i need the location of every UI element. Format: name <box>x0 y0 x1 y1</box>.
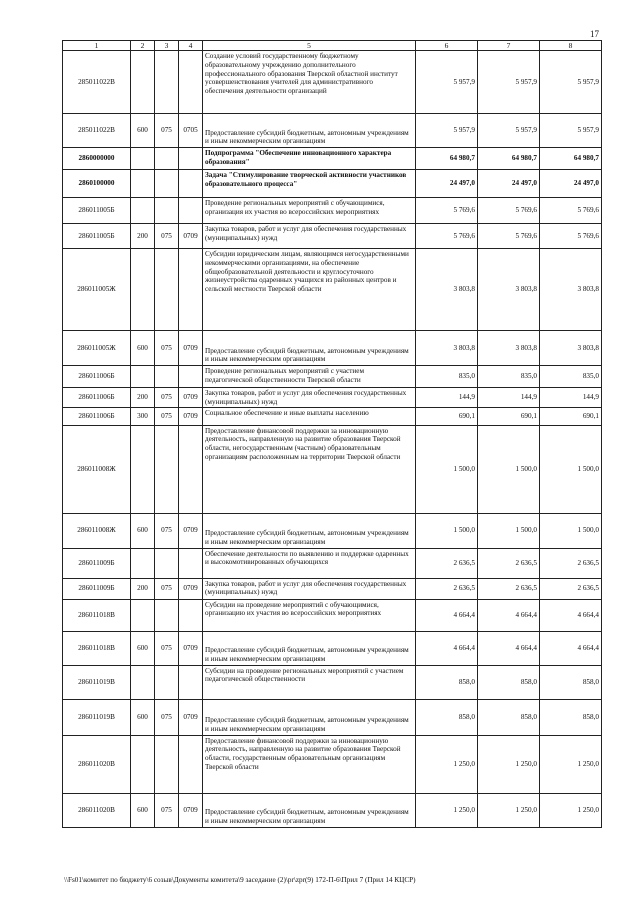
row-ved <box>155 599 179 631</box>
row-value-col8: 4 664,4 <box>540 631 602 665</box>
row-vid-rashodov <box>131 170 155 198</box>
budget-table <box>62 40 602 828</box>
row-value-col7: 2 636,5 <box>478 578 540 599</box>
row-vid-rashodov: 600 <box>131 114 155 148</box>
row-ved: 075 <box>155 114 179 148</box>
table-row <box>63 249 602 331</box>
row-razdel: 0709 <box>179 631 203 665</box>
row-ved: 075 <box>155 513 179 548</box>
row-description: Предоставление субсидий бюджетным, автономным учреждениям и иным некоммерческим организациям <box>203 793 416 827</box>
row-value-col6: 5 957,9 <box>416 51 478 114</box>
row-code: 286011009Б <box>63 578 131 599</box>
row-value-col6: 1 250,0 <box>416 735 478 793</box>
row-value-col7: 4 664,4 <box>478 599 540 631</box>
row-vid-rashodov <box>131 249 155 331</box>
row-code: 285011022В <box>63 114 131 148</box>
row-ved: 075 <box>155 699 179 735</box>
row-value-col8: 1 250,0 <box>540 735 602 793</box>
row-value-col8: 64 980,7 <box>540 148 602 170</box>
row-code: 286011006Б <box>63 388 131 408</box>
row-value-col7: 1 250,0 <box>478 735 540 793</box>
row-ved: 075 <box>155 793 179 827</box>
row-value-col7: 3 803,8 <box>478 249 540 331</box>
row-description: Задача "Стимулирование творческой активности участников образовательного процесса" <box>203 170 416 198</box>
row-code: 286011005Ж <box>63 331 131 366</box>
table-row <box>63 170 602 198</box>
table-row <box>63 198 602 224</box>
row-value-col6: 1 250,0 <box>416 793 478 827</box>
row-description: Закупка товаров, работ и услуг для обеспечения государственных (муниципальных) нужд <box>203 578 416 599</box>
row-value-col8: 858,0 <box>540 699 602 735</box>
row-description: Подпрограмма "Обеспечение инновационного характера образования" <box>203 148 416 170</box>
row-code: 286011020В <box>63 735 131 793</box>
row-razdel <box>179 599 203 631</box>
row-value-col7: 144,9 <box>478 388 540 408</box>
row-value-col7: 5 769,6 <box>478 224 540 249</box>
table-row <box>63 388 602 408</box>
row-value-col6: 690,1 <box>416 407 478 425</box>
row-value-col6: 2 636,5 <box>416 578 478 599</box>
row-razdel: 0709 <box>179 699 203 735</box>
row-ved <box>155 366 179 388</box>
row-vid-rashodov <box>131 425 155 513</box>
row-description: Субсидии на проведение мероприятий с обучающимися, организацию их участия во всероссийских мероприятиях <box>203 599 416 631</box>
row-code: 286011019В <box>63 665 131 699</box>
table-row <box>63 548 602 578</box>
row-description: Предоставление финансовой поддержки за инновационную деятельность, направленную на развитие образования Тверской области, государственным образовательным организациям Тверской области <box>203 735 416 793</box>
row-value-col7: 1 500,0 <box>478 513 540 548</box>
row-value-col7: 858,0 <box>478 665 540 699</box>
row-code: 286011008Ж <box>63 513 131 548</box>
row-ved: 075 <box>155 388 179 408</box>
row-description: Предоставление субсидий бюджетным, автономным учреждениям и иным некоммерческим организациям <box>203 114 416 148</box>
row-code: 286011018В <box>63 599 131 631</box>
table-row <box>63 224 602 249</box>
row-value-col8: 144,9 <box>540 388 602 408</box>
table-row <box>63 425 602 513</box>
row-value-col6: 858,0 <box>416 665 478 699</box>
row-ved <box>155 665 179 699</box>
row-value-col8: 1 250,0 <box>540 793 602 827</box>
column-header: 4 <box>179 41 203 51</box>
row-vid-rashodov: 600 <box>131 793 155 827</box>
row-vid-rashodov <box>131 198 155 224</box>
row-value-col6: 24 497,0 <box>416 170 478 198</box>
row-value-col7: 1 500,0 <box>478 425 540 513</box>
row-value-col8: 1 500,0 <box>540 513 602 548</box>
row-value-col6: 3 803,8 <box>416 331 478 366</box>
row-ved <box>155 198 179 224</box>
row-description: Субсидии на проведение региональных мероприятий с участием педагогической общественности <box>203 665 416 699</box>
table-row <box>63 665 602 699</box>
row-code: 2860100000 <box>63 170 131 198</box>
row-value-col6: 858,0 <box>416 699 478 735</box>
row-value-col7: 5 957,9 <box>478 114 540 148</box>
row-value-col7: 835,0 <box>478 366 540 388</box>
row-value-col6: 1 500,0 <box>416 425 478 513</box>
row-vid-rashodov: 600 <box>131 331 155 366</box>
row-code: 286011008Ж <box>63 425 131 513</box>
row-ved <box>155 735 179 793</box>
row-code: 286011009Б <box>63 548 131 578</box>
row-ved <box>155 425 179 513</box>
row-razdel <box>179 735 203 793</box>
row-vid-rashodov: 200 <box>131 578 155 599</box>
table-row <box>63 735 602 793</box>
row-value-col6: 835,0 <box>416 366 478 388</box>
row-vid-rashodov <box>131 548 155 578</box>
row-code: 286011019В <box>63 699 131 735</box>
table-row <box>63 631 602 665</box>
row-value-col6: 144,9 <box>416 388 478 408</box>
row-ved: 075 <box>155 407 179 425</box>
row-description: Проведение региональных мероприятий с обучающимися, организация их участия во всероссийских мероприятиях <box>203 198 416 224</box>
page-number: 17 <box>590 29 599 39</box>
row-description: Социальное обеспечение и иные выплаты населению <box>203 407 416 425</box>
row-description: Предоставление субсидий бюджетным, автономным учреждениям и иным некоммерческим организациям <box>203 699 416 735</box>
row-description: Закупка товаров, работ и услуг для обеспечения государственных (муниципальных) нужд <box>203 224 416 249</box>
row-value-col6: 4 664,4 <box>416 631 478 665</box>
row-razdel <box>179 548 203 578</box>
row-razdel <box>179 425 203 513</box>
row-value-col7: 24 497,0 <box>478 170 540 198</box>
table-row <box>63 513 602 548</box>
row-ved <box>155 170 179 198</box>
row-value-col6: 1 500,0 <box>416 513 478 548</box>
row-razdel: 0705 <box>179 114 203 148</box>
row-razdel <box>179 148 203 170</box>
row-description: Предоставление финансовой поддержки за инновационную деятельность, направленную на развитие образования Тверской области, негосударственным (частным) образовательным организациям расположенным на территории Тверской области <box>203 425 416 513</box>
row-value-col8: 24 497,0 <box>540 170 602 198</box>
row-value-col8: 835,0 <box>540 366 602 388</box>
row-code: 285011022В <box>63 51 131 114</box>
row-vid-rashodov: 200 <box>131 224 155 249</box>
row-value-col8: 3 803,8 <box>540 331 602 366</box>
row-ved: 075 <box>155 578 179 599</box>
row-value-col6: 3 803,8 <box>416 249 478 331</box>
row-value-col8: 3 803,8 <box>540 249 602 331</box>
row-vid-rashodov <box>131 148 155 170</box>
row-ved: 075 <box>155 331 179 366</box>
row-value-col8: 690,1 <box>540 407 602 425</box>
row-value-col7: 1 250,0 <box>478 793 540 827</box>
row-code: 286011018В <box>63 631 131 665</box>
row-value-col7: 5 957,9 <box>478 51 540 114</box>
row-razdel: 0709 <box>179 331 203 366</box>
row-value-col8: 5 957,9 <box>540 51 602 114</box>
column-header: 2 <box>131 41 155 51</box>
row-ved <box>155 548 179 578</box>
table-row <box>63 331 602 366</box>
table-row <box>63 599 602 631</box>
row-vid-rashodov: 600 <box>131 699 155 735</box>
row-razdel: 0709 <box>179 513 203 548</box>
row-value-col8: 2 636,5 <box>540 578 602 599</box>
row-value-col8: 5 769,6 <box>540 224 602 249</box>
row-vid-rashodov: 600 <box>131 631 155 665</box>
row-description: Обеспечение деятельности по выявлению и поддержке одаренных и высокомотивированных обучающихся <box>203 548 416 578</box>
row-code: 286011005Б <box>63 198 131 224</box>
row-vid-rashodov <box>131 51 155 114</box>
row-description: Закупка товаров, работ и услуг для обеспечения государственных (муниципальных) нужд <box>203 388 416 408</box>
row-value-col7: 4 664,4 <box>478 631 540 665</box>
row-vid-rashodov: 200 <box>131 388 155 408</box>
row-value-col6: 5 769,6 <box>416 198 478 224</box>
row-razdel: 0709 <box>179 407 203 425</box>
row-razdel: 0709 <box>179 578 203 599</box>
column-header: 6 <box>416 41 478 51</box>
row-value-col8: 5 957,9 <box>540 114 602 148</box>
row-vid-rashodov <box>131 366 155 388</box>
column-header: 8 <box>540 41 602 51</box>
table-row <box>63 148 602 170</box>
row-value-col7: 3 803,8 <box>478 331 540 366</box>
row-value-col8: 2 636,5 <box>540 548 602 578</box>
row-vid-rashodov <box>131 599 155 631</box>
table-header-row <box>63 41 602 51</box>
row-value-col8: 4 664,4 <box>540 599 602 631</box>
row-razdel: 0709 <box>179 224 203 249</box>
row-code: 286011005Б <box>63 224 131 249</box>
row-razdel <box>179 198 203 224</box>
row-razdel: 0709 <box>179 793 203 827</box>
row-razdel <box>179 249 203 331</box>
row-razdel <box>179 51 203 114</box>
row-ved: 075 <box>155 224 179 249</box>
row-vid-rashodov <box>131 735 155 793</box>
row-value-col7: 858,0 <box>478 699 540 735</box>
table-row <box>63 114 602 148</box>
row-value-col6: 64 980,7 <box>416 148 478 170</box>
row-description: Проведение региональных мероприятий с участием педагогической общественности Тверской области <box>203 366 416 388</box>
column-header: 7 <box>478 41 540 51</box>
row-ved <box>155 148 179 170</box>
column-header: 3 <box>155 41 179 51</box>
row-value-col6: 5 957,9 <box>416 114 478 148</box>
row-code: 286011005Ж <box>63 249 131 331</box>
row-vid-rashodov: 300 <box>131 407 155 425</box>
row-value-col6: 4 664,4 <box>416 599 478 631</box>
table-row <box>63 51 602 114</box>
row-value-col8: 1 500,0 <box>540 425 602 513</box>
row-value-col7: 5 769,6 <box>478 198 540 224</box>
row-description: Предоставление субсидий бюджетным, автономным учреждениям и иным некоммерческим организациям <box>203 631 416 665</box>
footer-file-path: \\Fs01\комитет по бюджету\6 созыв\Документы комитета\9 заседание (2)\pr\zpr(9) 172-П-6\Прил 7 (Прил 14 КЦСР) <box>64 876 416 884</box>
table-row <box>63 366 602 388</box>
row-value-col8: 5 769,6 <box>540 198 602 224</box>
row-ved: 075 <box>155 631 179 665</box>
row-razdel <box>179 366 203 388</box>
row-value-col6: 5 769,6 <box>416 224 478 249</box>
row-code: 286011020В <box>63 793 131 827</box>
row-razdel <box>179 665 203 699</box>
column-header: 1 <box>63 41 131 51</box>
table-row <box>63 578 602 599</box>
row-value-col7: 690,1 <box>478 407 540 425</box>
row-value-col8: 858,0 <box>540 665 602 699</box>
row-code: 286011006Б <box>63 366 131 388</box>
row-vid-rashodov: 600 <box>131 513 155 548</box>
row-description: Создание условий государственному бюджетному образовательному учреждению дополнительного профессионального образования Тверской областной институт усовершенствования учителей для административного обеспечения деятельности организаций <box>203 51 416 114</box>
table-row <box>63 407 602 425</box>
row-vid-rashodov <box>131 665 155 699</box>
row-ved <box>155 51 179 114</box>
row-description: Субсидии юридическим лицам, являющимся негосударственными некоммерческими организациями, на обеспечение общеобразовательной деятельности и круглосуточного жизнеустройства одаренных учащихся из районных центров и сельской местности Тверской области <box>203 249 416 331</box>
row-value-col6: 2 636,5 <box>416 548 478 578</box>
row-value-col7: 64 980,7 <box>478 148 540 170</box>
row-description: Предоставление субсидий бюджетным, автономным учреждениям и иным некоммерческим организациям <box>203 513 416 548</box>
column-header: 5 <box>203 41 416 51</box>
row-value-col7: 2 636,5 <box>478 548 540 578</box>
row-code: 286011006Б <box>63 407 131 425</box>
row-ved <box>155 249 179 331</box>
table-row <box>63 699 602 735</box>
table-row <box>63 793 602 827</box>
row-code: 2860000000 <box>63 148 131 170</box>
row-description: Предоставление субсидий бюджетным, автономным учреждениям и иным некоммерческим организациям <box>203 331 416 366</box>
row-razdel: 0709 <box>179 388 203 408</box>
row-razdel <box>179 170 203 198</box>
